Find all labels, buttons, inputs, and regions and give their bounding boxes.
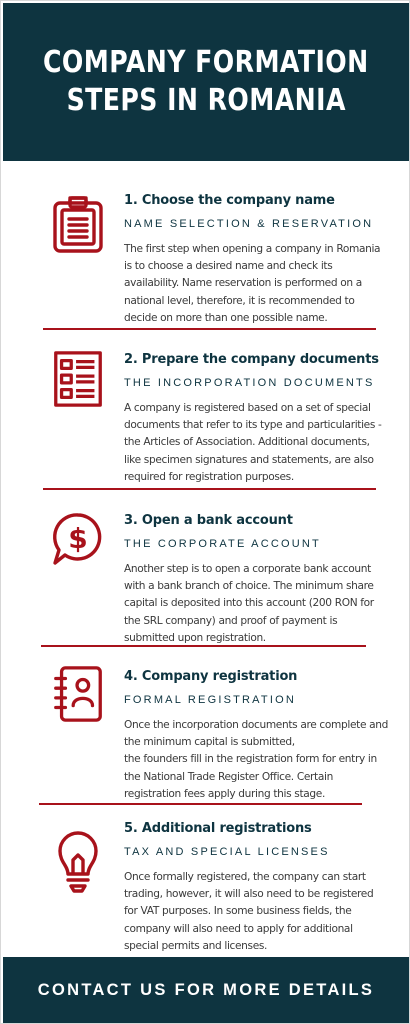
step-5-subheading: TAX AND SPECIAL LICENSES (124, 846, 330, 858)
step-1-subheading: NAME SELECTION & RESERVATION (124, 218, 374, 230)
step-3-body: Another step is to open a corporate bank account with a bank branch of choice. The minimum share capital is deposited into this account (200 RON for the SRL company) and proof of payment is submitted upon registration. (124, 563, 374, 644)
lightbulb-icon (51, 830, 105, 894)
step-2-subheading: THE INCORPORATION DOCUMENTS (124, 377, 375, 389)
step-2-text (124, 352, 386, 486)
document-checklist-icon (51, 350, 105, 408)
step-4-text (124, 669, 389, 803)
step-5-body: Once formally registered, the company can start trading, however, it will also need to be registered for VAT purposes. In some business fields, the company will also need to apply for additional special permits and licenses. (124, 871, 374, 952)
step-1-body: The first step when opening a company in Romania is to choose a desired name and check its availability. Name reservation is performed on a national level, therefore, it is recommended to decide on more than one possible name. (124, 243, 381, 324)
step-4-body-line-1: Once the incorporation documents are complete and the minimum capital is submitted, (124, 719, 389, 749)
contact-cta-label[interactable]: CONTACT US FOR MORE DETAILS (37, 980, 375, 999)
step-4-heading: 4. Company registration (124, 669, 298, 684)
step-2-heading: 2. Prepare the company documents (124, 352, 379, 367)
divider-4 (39, 803, 362, 805)
step-1-heading: 1. Choose the company name (124, 193, 335, 208)
divider-3 (41, 645, 366, 647)
step-3-subheading: THE CORPORATE ACCOUNT (124, 538, 321, 550)
page-title-line-2: STEPS IN ROMANIA (66, 83, 346, 118)
page-title-line-1: COMPANY FORMATION (43, 45, 369, 80)
divider-1 (43, 328, 376, 330)
step-3-text (124, 513, 386, 647)
step-3-heading: 3. Open a bank account (124, 513, 293, 528)
step-4-body (124, 717, 389, 803)
step-1-text (124, 193, 386, 327)
divider-2 (43, 488, 376, 490)
header-banner (3, 3, 409, 161)
step-5-text (124, 821, 389, 955)
dollar-speech-bubble-icon (51, 511, 105, 569)
step-5-heading: 5. Additional registrations (124, 821, 312, 836)
svg-text:$: $ (68, 522, 88, 555)
address-book-icon (51, 665, 105, 723)
contact-cta-banner[interactable] (3, 957, 409, 1023)
step-2-body: A company is registered based on a set of special documents that refer to its type and particularities - the Articles of Association. Additional documents, like specimen signatures and statements, are also required for registration purposes. (124, 402, 382, 483)
step-4-body-line-2: the founders fill in the registration form for entry in the National Trade Register Office. Certain registration fees apply during this stage. (124, 753, 377, 800)
clipboard-icon (51, 195, 105, 253)
step-4-subheading: FORMAL REGISTRATION (124, 694, 296, 706)
